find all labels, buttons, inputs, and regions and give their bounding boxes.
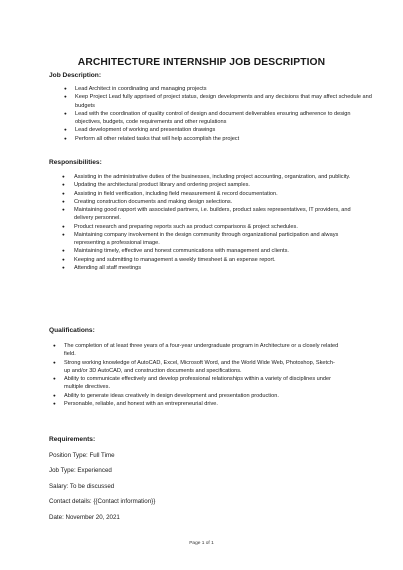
list-item: ● The completion of at least three years of a four-year undergraduate program in Architecture or a closely related field. bbox=[40, 342, 340, 359]
list-item: ● Lead Architect in coordinating and managing projects bbox=[51, 85, 373, 93]
date: Date: November 20, 2021 bbox=[49, 514, 120, 521]
page-number: Page 1 of 1 bbox=[189, 541, 214, 546]
job-description-heading: Job Description: bbox=[49, 72, 102, 79]
list-item: ● Ability to generate ideas creatively in design development and presentation production. bbox=[40, 392, 340, 400]
qualifications-heading: Qualifications: bbox=[49, 327, 95, 334]
list-item: ● Assisting in the administrative duties of the businesses, including project accounting, organization, and publicity. bbox=[51, 173, 353, 181]
qualifications-list bbox=[40, 342, 340, 408]
responsibilities-heading: Responsibilities: bbox=[49, 159, 102, 166]
list-item: ● Perform all other related tasks that will help accomplish the project bbox=[51, 135, 373, 143]
salary: Salary: To be discussed bbox=[49, 483, 115, 490]
requirements-heading: Requirements: bbox=[49, 436, 96, 443]
document-title: ARCHITECTURE INTERNSHIP JOB DESCRIPTION bbox=[77, 57, 326, 68]
list-item: ● Ability to communicate effectively and develop professional relationships within a variety of disciplines under multiple directives. bbox=[40, 375, 340, 392]
list-item: ● Keeping and submitting to management a weekly timesheet & an expense report. bbox=[51, 256, 353, 264]
list-item: ● Assisting in field verification, including field measurement & record documentation. bbox=[51, 190, 353, 198]
list-item: ● Maintaining timely, effective and honest communications with management and clients. bbox=[51, 247, 353, 255]
list-item: ● Updating the architectural product library and ordering project samples. bbox=[51, 181, 353, 189]
job-type: Job Type: Experienced bbox=[49, 467, 112, 474]
list-item: ● Personable, reliable, and honest with an entrepreneurial drive. bbox=[40, 400, 340, 408]
list-item: ● Keep Project Lead fully apprised of project status, design developments and any decisions that may affect schedule and budgets bbox=[51, 93, 373, 110]
responsibilities-list bbox=[51, 173, 353, 272]
position-type: Position Type: Full Time bbox=[49, 452, 115, 459]
list-item: ● Strong working knowledge of AutoCAD, Excel, Microsoft Word, and the World Wide Web, Photoshop, Sketch-up and/or 3D AutoCAD, and construction documents and specifications. bbox=[40, 359, 340, 376]
list-item: ● Creating construction documents and making design selections. bbox=[51, 198, 353, 206]
list-item: ● Attending all staff meetings bbox=[51, 264, 353, 272]
contact-details: Contact details: {{Contact information}} bbox=[49, 498, 156, 505]
list-item: ● Lead development of working and presentation drawings bbox=[51, 126, 373, 134]
job-description-list bbox=[51, 85, 373, 143]
list-item: ● Maintaining good rapport with associated partners, i.e. builders, product sales representatives, IT providers, and delivery personnel. bbox=[51, 206, 353, 223]
list-item: ● Maintaining company involvement in the design community through organizational participation and always representing a professional image. bbox=[51, 231, 353, 248]
list-item: ● Product research and preparing reports such as product comparisons & project schedules. bbox=[51, 223, 353, 231]
list-item: ● Lead with the coordination of quality control of design and document deliverables ensuring adherence to design objectives, budgets, code requirements and other regulations bbox=[51, 110, 373, 127]
